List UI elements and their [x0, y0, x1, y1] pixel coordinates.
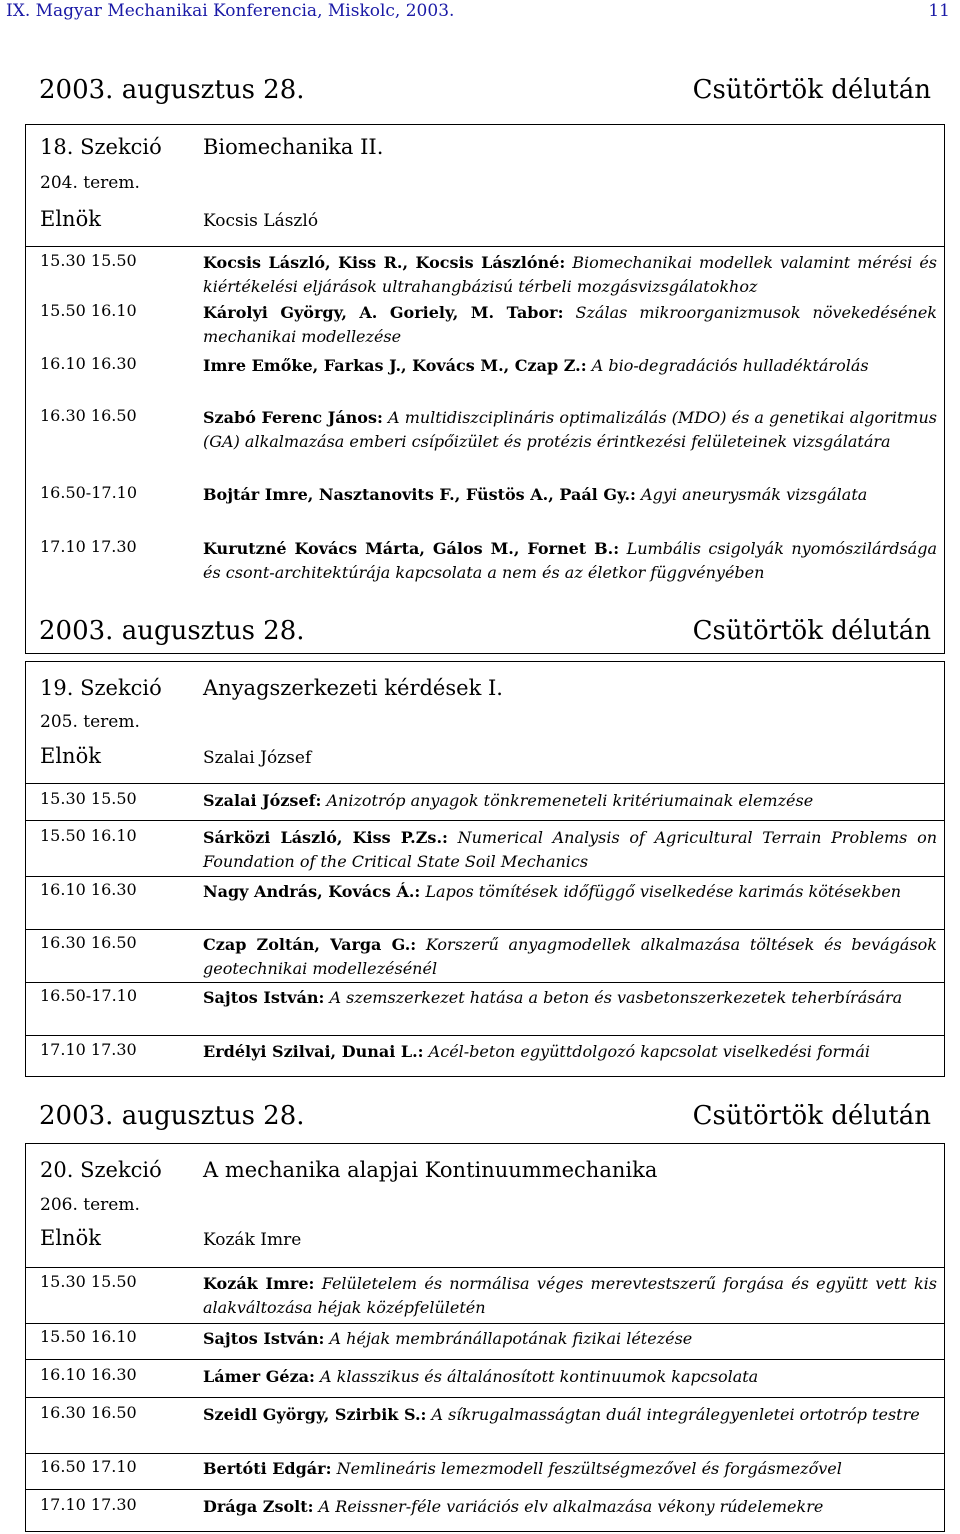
talk-time: 15.50 16.10: [40, 1327, 137, 1346]
section-label: 19. Szekció: [40, 676, 162, 700]
section-table: [25, 1143, 945, 1532]
session-day: Csütörtök délután: [692, 616, 931, 646]
talk-time: 17.10 17.30: [40, 1495, 137, 1514]
talk-title: A klasszikus és általánosított kontinuumok kapcsolata: [320, 1367, 759, 1386]
talk-time: 16.30 16.50: [40, 406, 137, 425]
chair-row: [26, 1226, 944, 1256]
room-label: 204. terem.: [40, 173, 140, 193]
chair-row: [26, 207, 944, 237]
talk-time: 16.50 17.10: [40, 1457, 137, 1476]
divider: [26, 876, 944, 877]
room-label: 205. terem.: [40, 712, 140, 732]
chair-label: Elnök: [40, 207, 101, 231]
session-day: Csütörtök délután: [692, 75, 931, 105]
section-label: 18. Szekció: [40, 135, 162, 159]
talk-title: A bio-degradációs hulladéktárolás: [591, 356, 869, 375]
talk-authors: Erdélyi Szilvai, Dunai L.:: [203, 1042, 424, 1061]
talk-authors: Czap Zoltán, Varga G.:: [203, 935, 417, 954]
session-date: 2003. augusztus 28.: [39, 75, 305, 105]
divider: [26, 1323, 944, 1324]
talk-authors: Kurutzné Kovács Márta, Gálos M., Fornet B.:: [203, 539, 620, 558]
talk-authors: Sajtos István:: [203, 1329, 325, 1348]
talk-title: Anizotróp anyagok tönkremeneteli kritériumainak elemzése: [326, 791, 814, 810]
talk-authors: Szeidl György, Szirbik S.:: [203, 1405, 427, 1424]
session-date: 2003. augusztus 28.: [39, 616, 305, 646]
divider: [26, 929, 944, 930]
talk-time: 17.10 17.30: [40, 537, 137, 556]
divider: [26, 1267, 944, 1268]
talk-authors: Bojtár Imre, Nasztanovits F., Füstös A., Paál Gy.:: [203, 485, 636, 504]
talk-authors: Szalai József:: [203, 791, 322, 810]
room-label: 206. terem.: [40, 1195, 140, 1215]
talk-title: A szemszerkezet hatása a beton és vasbetonszerkezetek teherbírására: [329, 988, 903, 1007]
chair-label: Elnök: [40, 1226, 101, 1250]
talk-authors: Nagy András, Kovács Á.:: [203, 882, 421, 901]
talk-entry: [203, 933, 937, 981]
talk-title: Nemlineáris lemezmodell feszültségmezővel és forgásmezővel: [336, 1459, 842, 1478]
talk-time: 16.30 16.50: [40, 1403, 137, 1422]
talk-time: 15.30 15.50: [40, 1272, 137, 1291]
talk-entry: [203, 1495, 937, 1519]
talk-title: Numerical Analysis of Agricultural Terrain Problems on Foundation of the Critical State Soil Mechanics: [203, 828, 937, 871]
page-number: 11: [928, 1, 950, 21]
talk-time: 16.30 16.50: [40, 933, 137, 952]
section-header-row: [26, 135, 944, 195]
talk-title: A Reissner-féle variációs elv alkalmazása vékony rúdelemekre: [318, 1497, 824, 1516]
talk-authors: Kocsis László, Kiss R., Kocsis Lászlóné:: [203, 253, 566, 272]
talk-authors: Szabó Ferenc János:: [203, 408, 383, 427]
talk-entry: [203, 1403, 937, 1427]
talk-entry: [203, 354, 937, 378]
talk-time: 15.30 15.50: [40, 251, 137, 270]
talk-time: 16.50-17.10: [40, 986, 138, 1005]
talk-time: 15.30 15.50: [40, 789, 137, 808]
section-title: Biomechanika II.: [203, 135, 384, 159]
talk-title: Acél-beton együttdolgozó kapcsolat viselkedési formái: [428, 1042, 870, 1061]
talk-title: Agyi aneurysmák vizsgálata: [641, 485, 868, 504]
section-header-row: [26, 676, 944, 736]
talk-time: 15.50 16.10: [40, 826, 137, 845]
talk-title: Lapos tömítések időfüggő viselkedése karimás kötésekben: [425, 882, 902, 901]
talk-entry: [203, 880, 937, 904]
chair-name: Kozák Imre: [203, 1230, 302, 1250]
talk-time: 16.10 16.30: [40, 354, 137, 373]
talk-title: A multidiszciplináris optimalizálás (MDO) és a genetikai algoritmus (GA) alkalmazása emberi csípőizület és protézis érintkezési felületeinek vizsgálatára: [203, 408, 937, 451]
talk-entry: [203, 1457, 937, 1481]
talk-title: A síkrugalmasságtan duál integrálegyenletei ortotróp testre: [431, 1405, 920, 1424]
section-title: A mechanika alapjai Kontinuummechanika: [203, 1158, 658, 1182]
talk-time: 16.50-17.10: [40, 483, 138, 502]
talk-entry: [203, 1365, 937, 1389]
talk-entry: [203, 406, 937, 454]
talk-entry: [203, 1272, 937, 1320]
section-19: [25, 603, 945, 1081]
talk-entry: [203, 986, 937, 1010]
talk-authors: Bertóti Edgár:: [203, 1459, 332, 1478]
talk-entry: [203, 537, 937, 585]
section-20: [25, 1088, 945, 1534]
session-date: 2003. augusztus 28.: [39, 1101, 305, 1131]
divider: [26, 1453, 944, 1454]
talk-entry: [203, 483, 937, 507]
talk-entry: [203, 1327, 937, 1351]
section-label: 20. Szekció: [40, 1158, 162, 1182]
section-header-row: [26, 1158, 944, 1218]
talk-entry: [203, 826, 937, 874]
section-table: [25, 124, 945, 654]
divider: [26, 246, 944, 247]
section-date-bar: [25, 62, 945, 120]
divider: [26, 783, 944, 784]
talk-entry: [203, 251, 937, 299]
divider: [26, 1035, 944, 1036]
talk-title: Szálas mikroorganizmusok növekedésének mechanikai modellezése: [203, 303, 938, 346]
chair-name: Kocsis László: [203, 211, 319, 231]
talk-title: A héjak membránállapotának fizikai létezése: [329, 1329, 693, 1348]
section-date-bar: [25, 1088, 945, 1146]
chair-name: Szalai József: [203, 748, 312, 768]
divider: [26, 1489, 944, 1490]
talk-time: 16.10 16.30: [40, 880, 137, 899]
chair-row: [26, 744, 944, 774]
talk-authors: Imre Emőke, Farkas J., Kovács M., Czap Z.:: [203, 356, 587, 375]
section-table: [25, 661, 945, 1077]
talk-time: 17.10 17.30: [40, 1040, 137, 1059]
talk-entry: [203, 301, 937, 349]
section-title: Anyagszerkezeti kérdések I.: [203, 676, 503, 700]
divider: [26, 1397, 944, 1398]
talk-authors: Lámer Géza:: [203, 1367, 315, 1386]
talk-authors: Károlyi György, A. Goriely, M. Tabor:: [203, 303, 564, 322]
talk-authors: Kozák Imre:: [203, 1274, 315, 1293]
talk-authors: Sajtos István:: [203, 988, 325, 1007]
section-18: [25, 62, 945, 602]
talk-title: Biomechanikai modellek valamint mérési és kiértékelési eljárások ultrahangbázisú térbeli mozgásvizsgálatokhoz: [203, 253, 937, 296]
talk-title: Lumbális csigolyák nyomószilárdsága és csont-architektúrája kapcsolata a nem és az életkor függvényében: [203, 539, 937, 582]
talk-entry: [203, 1040, 937, 1064]
talk-authors: Drága Zsolt:: [203, 1497, 314, 1516]
talk-title: Felületelem és normálisa véges merevtestszerű forgása és együtt vett kis alakváltozása héjak középfelületén: [203, 1274, 938, 1317]
section-date-bar: [25, 603, 945, 661]
divider: [26, 820, 944, 821]
divider: [26, 1359, 944, 1360]
talk-time: 15.50 16.10: [40, 301, 137, 320]
divider: [26, 982, 944, 983]
page-header: [0, 0, 960, 22]
talk-time: 16.10 16.30: [40, 1365, 137, 1384]
session-day: Csütörtök délután: [692, 1101, 931, 1131]
talk-entry: [203, 789, 937, 813]
conference-title: IX. Magyar Mechanikai Konferencia, Miskolc, 2003.: [6, 1, 455, 21]
talk-authors: Sárközi László, Kiss P.Zs.:: [203, 828, 448, 847]
chair-label: Elnök: [40, 744, 101, 768]
talk-title: Korszerű anyagmodellek alkalmazása töltések és bevágások geotechnikai modellezésénél: [203, 935, 938, 978]
